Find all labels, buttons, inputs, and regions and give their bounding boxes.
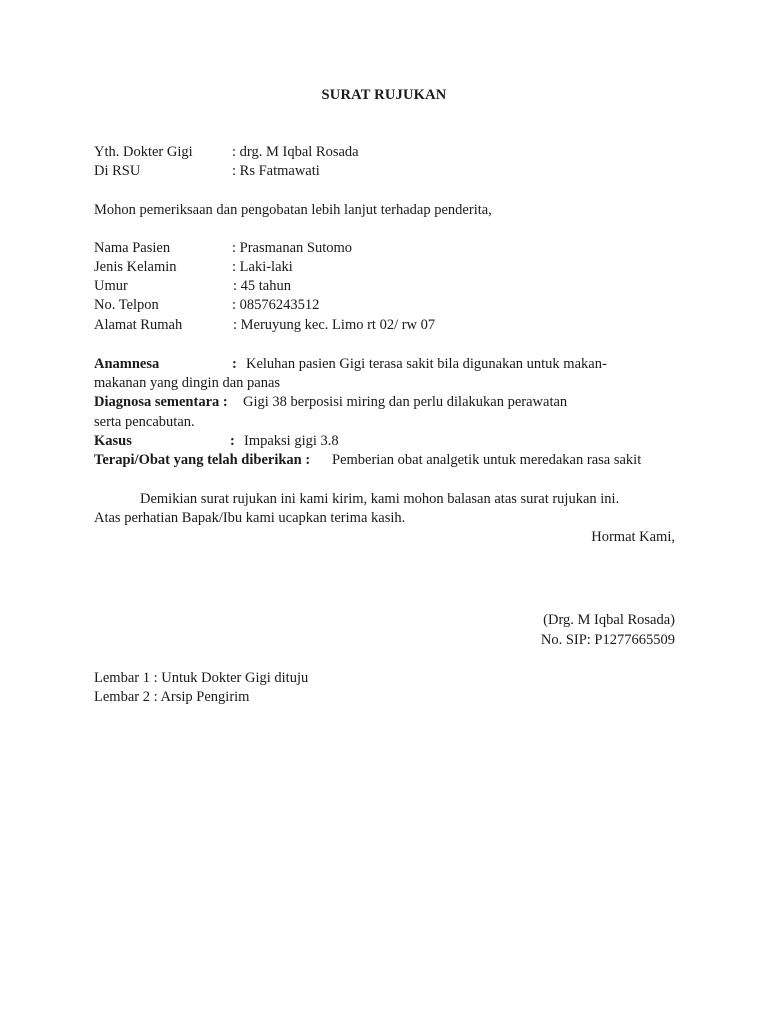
signature-name: (Drg. M Iqbal Rosada) bbox=[543, 612, 675, 628]
recipient-place-label: Di RSU bbox=[94, 163, 141, 179]
patient-name-label: Nama Pasien bbox=[94, 240, 171, 256]
closing-salutation: Hormat Kami, bbox=[591, 529, 675, 545]
patient-address-value: : Meruyung kec. Limo rt 02/ rw 07 bbox=[233, 317, 436, 333]
patient-gender-value: : Laki-laki bbox=[232, 259, 293, 275]
terapi-value: Pemberian obat analgetik untuk meredakan rasa sakit bbox=[332, 452, 642, 468]
copy-line-2: Lembar 2 : Arsip Pengirim bbox=[94, 689, 250, 705]
closing-line1: Demikian surat rujukan ini kami kirim, kami mohon balasan atas surat rujukan ini. bbox=[140, 491, 620, 507]
recipient-place-value: : Rs Fatmawati bbox=[232, 163, 320, 179]
recipient-doctor-value: : drg. M Iqbal Rosada bbox=[232, 144, 359, 160]
closing-line2: Atas perhatian Bapak/Ibu kami ucapkan terima kasih. bbox=[94, 510, 406, 526]
terapi-label: Terapi/Obat yang telah diberikan : bbox=[94, 452, 311, 468]
patient-age-value: : 45 tahun bbox=[233, 278, 291, 294]
patient-gender-label: Jenis Kelamin bbox=[94, 259, 177, 275]
anamnesa-colon: : bbox=[232, 356, 237, 372]
patient-phone-value: : 08576243512 bbox=[232, 297, 320, 313]
recipient-doctor-label: Yth. Dokter Gigi bbox=[94, 144, 193, 160]
patient-phone-label: No. Telpon bbox=[94, 297, 159, 313]
kasus-colon: : bbox=[230, 433, 235, 449]
kasus-value: Impaksi gigi 3.8 bbox=[244, 433, 339, 449]
signature-sip: No. SIP: P1277665509 bbox=[540, 632, 675, 648]
patient-name-value: : Prasmanan Sutomo bbox=[232, 240, 353, 256]
intro-text: Mohon pemeriksaan dan pengobatan lebih lanjut terhadap penderita, bbox=[94, 202, 492, 218]
anamnesa-label: Anamnesa bbox=[94, 356, 160, 372]
page-title: SURAT RUJUKAN bbox=[321, 87, 447, 103]
kasus-label: Kasus bbox=[94, 433, 132, 449]
diagnosa-label: Diagnosa sementara : bbox=[94, 394, 228, 410]
patient-address-label: Alamat Rumah bbox=[94, 317, 183, 333]
diagnosa-value-line2: serta pencabutan. bbox=[94, 414, 195, 430]
diagnosa-value-line1: Gigi 38 berposisi miring dan perlu dilakukan perawatan bbox=[243, 394, 568, 410]
copy-line-1: Lembar 1 : Untuk Dokter Gigi dituju bbox=[94, 670, 309, 686]
anamnesa-value-line1: Keluhan pasien Gigi terasa sakit bila digunakan untuk makan- bbox=[246, 356, 607, 372]
anamnesa-value-line2: makanan yang dingin dan panas bbox=[94, 375, 281, 391]
patient-age-label: Umur bbox=[94, 278, 128, 294]
